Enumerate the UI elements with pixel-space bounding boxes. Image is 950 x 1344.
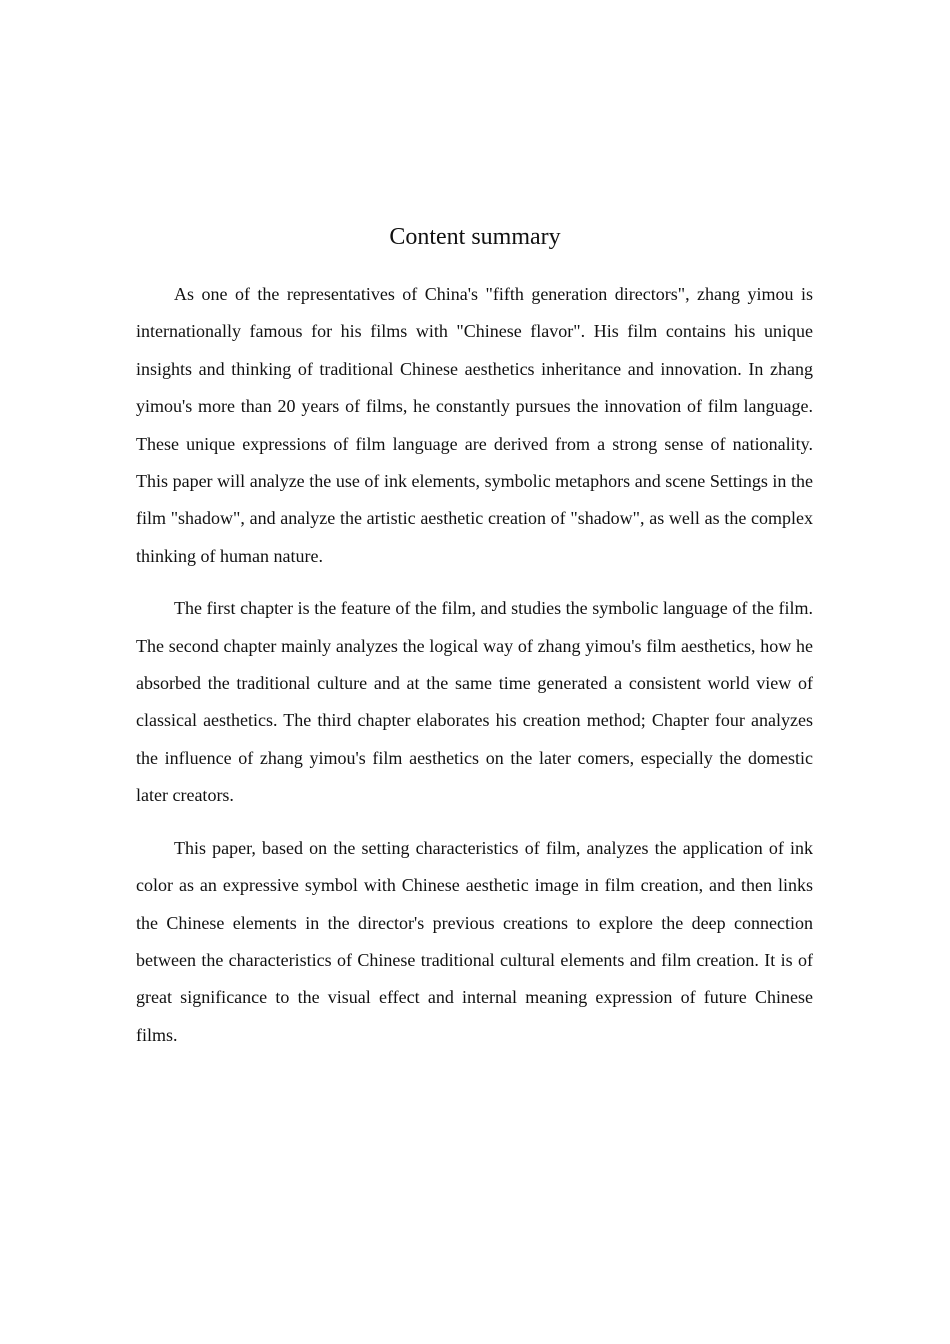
summary-body (136, 276, 813, 1069)
summary-paragraph-3: This paper, based on the setting characteristics of film, analyzes the application of ink color as an expressive symbol with Chinese aesthetic image in film creation, and then links the Chinese elements in the director's previous creations to explore the deep connection between the characteristics of Chinese traditional cultural elements and film creation. It is of great significance to the visual effect and internal meaning expression of future Chinese films. (136, 837, 813, 1045)
page-title: Content summary (389, 224, 561, 250)
summary-paragraph-2: The first chapter is the feature of the film, and studies the symbolic language of the film. The second chapter mainly analyzes the logical way of zhang yimou's film aesthetics, how he absorbed the traditional culture and at the same time generated a consistent world view of classical aesthetics. The third chapter elaborates his creation method; Chapter four analyzes the influence of zhang yimou's film aesthetics on the later comers, especially the domestic later creators. (136, 598, 813, 806)
summary-paragraph-1: As one of the representatives of China's "fifth generation directors", zhang yimou is internationally famous for his films with "Chinese flavor". His film contains his unique insights and thinking of traditional Chinese aesthetics inheritance and innovation. In zhang yimou's more than 20 years of films, he constantly pursues the innovation of film language. These unique expressions of film language are derived from a strong sense of nationality. This paper will analyze the use of ink elements, symbolic metaphors and scene Settings in the film "shadow", and analyze the artistic aesthetic creation of "shadow", as well as the complex thinking of human nature. (136, 284, 813, 566)
